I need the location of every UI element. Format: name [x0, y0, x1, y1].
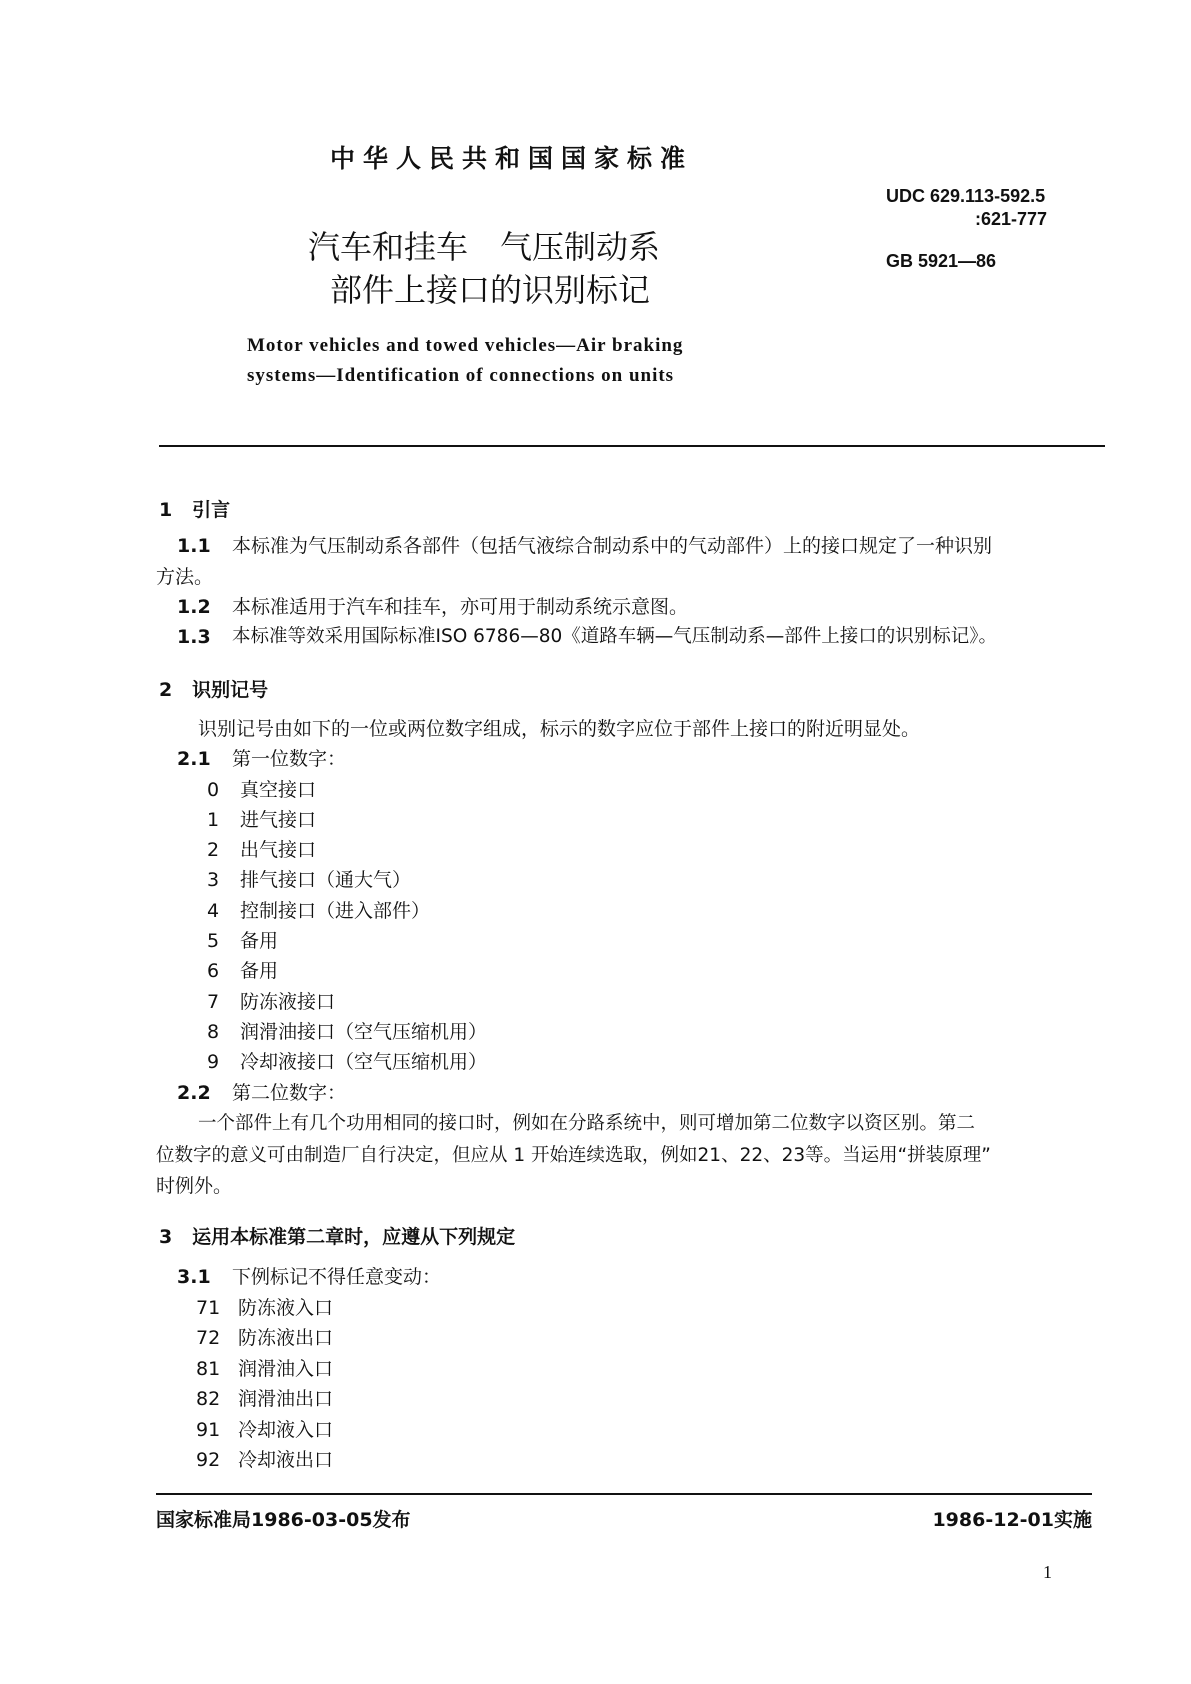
item-number: 1 [207, 809, 220, 831]
item-text: 进气接口 [240, 809, 317, 831]
item-number: 71 [196, 1297, 221, 1319]
udc-code: UDC 629.113-592.5 [886, 186, 1046, 206]
section-title: 识别记号 [192, 679, 269, 701]
item-text: 冷却液出口 [238, 1449, 334, 1471]
list-item [207, 1020, 487, 1044]
item-text: 出气接口 [240, 839, 317, 861]
item-text: 冷却液接口（空气压缩机用） [240, 1051, 488, 1073]
item-text: 防冻液接口 [240, 991, 336, 1013]
list-item [207, 899, 430, 923]
issuing-org: 中华人民共和国国家标准 [330, 144, 694, 173]
list-item [207, 990, 335, 1014]
clause-text: 本标准为气压制动系各部件（包括气液综合制动系中的气动部件）上的接口规定了一种识别 [232, 535, 993, 557]
item-text: 备用 [240, 930, 279, 952]
item-text: 润滑油接口（空气压缩机用） [240, 1021, 488, 1043]
item-number: 5 [207, 930, 220, 952]
header-divider [159, 445, 1105, 447]
clause-text-cont: 方法。 [156, 566, 214, 588]
item-text: 冷却液入口 [238, 1419, 334, 1441]
list-item [196, 1326, 333, 1350]
list-item [207, 929, 278, 953]
section-3-heading [159, 1225, 515, 1249]
udc-code-cont: :621-777 [975, 209, 1048, 229]
item-text: 润滑油入口 [238, 1358, 334, 1380]
item-number: 82 [196, 1388, 221, 1410]
section-title: 运用本标准第二章时，应遵从下列规定 [192, 1226, 516, 1248]
effective-date: 1986-12-01实施 [932, 1509, 1092, 1531]
item-number: 0 [207, 779, 220, 801]
section-number: 2 [159, 679, 173, 701]
item-number: 72 [196, 1327, 221, 1349]
gb-number: GB 5921—86 [886, 251, 997, 271]
section-title: 引言 [192, 499, 231, 521]
clause-text: 本标准等效采用国际标准ISO 6786—80《道路车辆—气压制动系—部件上接口的识别标记》。 [232, 626, 998, 647]
paragraph-line: 一个部件上有几个功用相同的接口时，例如在分路系统中，则可增加第二位数字以资区别。第二 [198, 1113, 976, 1134]
english-title-line-1: Motor vehicles and towed vehicles—Air braking [247, 335, 684, 356]
item-number: 8 [207, 1021, 220, 1043]
clause-title: 第一位数字： [232, 748, 347, 770]
list-item [207, 1050, 487, 1074]
item-text: 真空接口 [240, 779, 317, 801]
item-text: 润滑油出口 [238, 1388, 334, 1410]
item-number: 91 [196, 1419, 221, 1441]
list-item [196, 1387, 333, 1411]
list-item [196, 1418, 333, 1442]
clause-number: 1.1 [177, 535, 211, 557]
clause-number: 1.3 [177, 626, 211, 648]
section-2-heading [159, 678, 268, 702]
list-item [207, 808, 316, 832]
item-text: 排气接口（通大气） [240, 869, 412, 891]
page-number: 1 [1043, 1562, 1052, 1582]
issue-date: 国家标准局1986-03-05发布 [156, 1509, 411, 1531]
item-text: 防冻液出口 [238, 1327, 334, 1349]
clause-number: 3.1 [177, 1266, 211, 1288]
item-number: 81 [196, 1358, 221, 1380]
clause-title: 第二位数字： [232, 1082, 347, 1104]
paragraph-line: 时例外。 [156, 1175, 233, 1197]
clause-title: 下例标记不得任意变动： [232, 1266, 442, 1288]
item-text: 控制接口（进入部件） [240, 900, 431, 922]
section-1-heading [159, 498, 230, 522]
list-item [196, 1357, 333, 1381]
section-number: 1 [159, 499, 173, 521]
title-line-2: 部件上接口的识别标记 [330, 271, 651, 309]
list-item [207, 778, 316, 802]
item-number: 9 [207, 1051, 220, 1073]
english-title-line-2: systems—Identification of connections on units [247, 365, 675, 386]
item-number: 6 [207, 960, 220, 982]
paragraph-line: 位数字的意义可由制造厂自行决定，但应从 1 开始连续选取，例如21、22、23等。当运用“拼装原理” [156, 1145, 991, 1166]
list-item [207, 959, 278, 983]
paragraph: 识别记号由如下的一位或两位数字组成，标示的数字应位于部件上接口的附近明显处。 [198, 718, 921, 740]
list-item [196, 1448, 333, 1472]
item-number: 2 [207, 839, 220, 861]
item-text: 防冻液入口 [238, 1297, 334, 1319]
item-number: 3 [207, 869, 220, 891]
section-number: 3 [159, 1226, 173, 1248]
item-text: 备用 [240, 960, 279, 982]
list-item [196, 1296, 333, 1320]
item-number: 4 [207, 900, 220, 922]
item-number: 7 [207, 991, 220, 1013]
clause-text: 本标准适用于汽车和挂车，亦可用于制动系统示意图。 [232, 596, 689, 618]
footer-divider [156, 1493, 1092, 1495]
clause-number: 1.2 [177, 596, 211, 618]
list-item [207, 868, 411, 892]
list-item [207, 838, 316, 862]
title-line-1: 汽车和挂车 气压制动系 [308, 228, 661, 266]
item-number: 92 [196, 1449, 221, 1471]
clause-number: 2.1 [177, 748, 211, 770]
clause-number: 2.2 [177, 1082, 211, 1104]
